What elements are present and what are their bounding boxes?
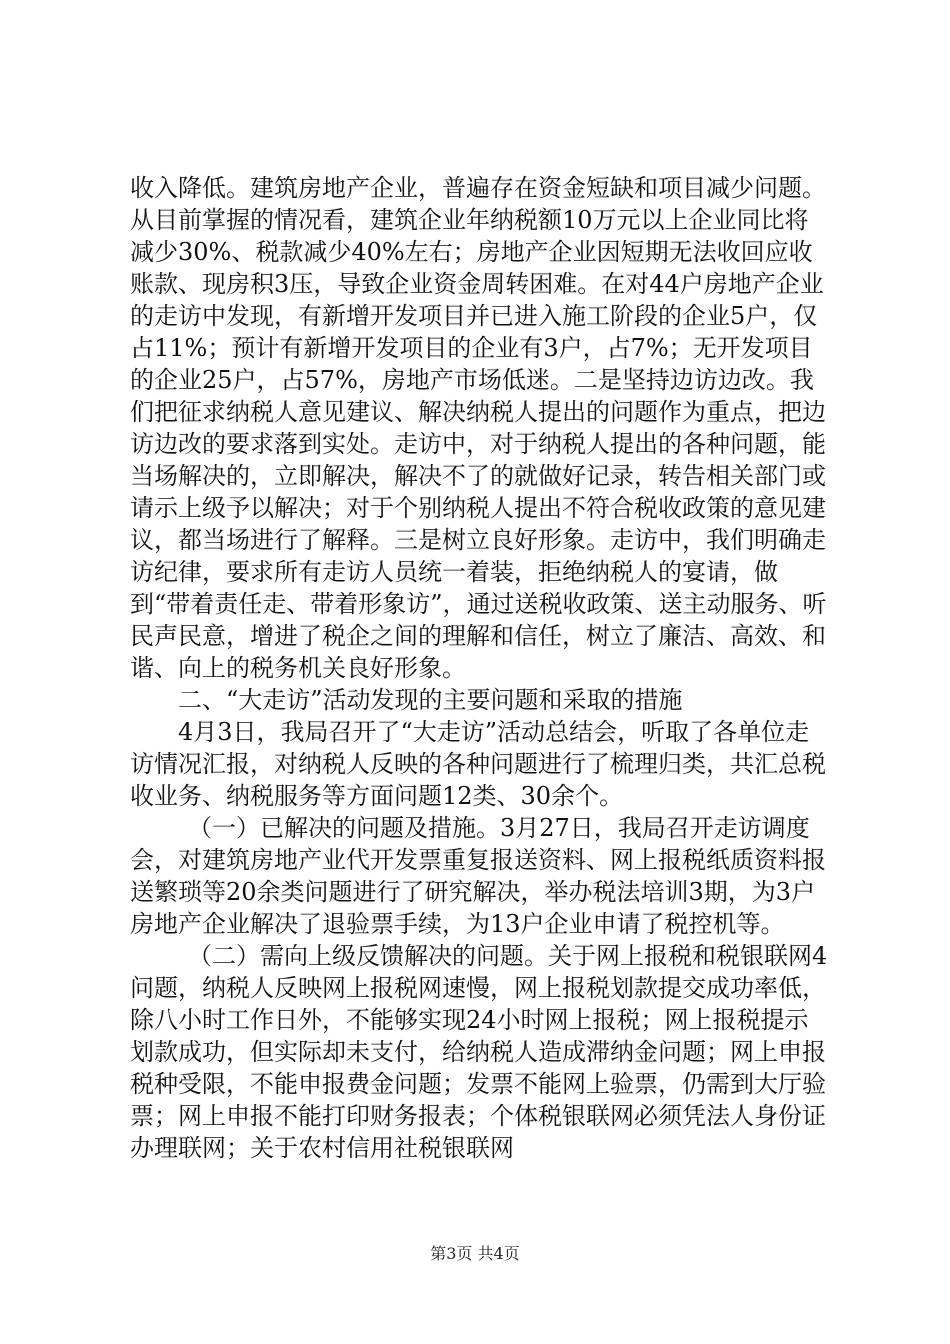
- paragraph-summary-meeting: 4月3日，我局召开了“大走访”活动总结会，听取了各单位走访情况汇报，对纳税人反映的各种问题进行了梳理归类，共汇总税收业务、纳税服务等方面问题12类、30余个。: [130, 718, 826, 810]
- page-footer: 第3页 共4页: [430, 1244, 520, 1263]
- document-body: [130, 172, 830, 1164]
- section-heading: 二、“大走访”活动发现的主要问题和采取的措施: [178, 686, 683, 714]
- paragraph-resolved-issues: （一）已解决的问题及措施。3月27日，我局召开走访调度会，对建筑房地产业代开发票重复报送资料、网上报税纸质资料报送繁琐等20余类问题进行了研究解决，举办税法培训3期，为3户房地产企业解决了退验票手续，为13户企业申请了税控机等。: [130, 814, 826, 938]
- paragraph-continued: 收入降低。建筑房地产企业，普遍存在资金短缺和项目减少问题。从目前掌握的情况看，建筑企业年纳税额10万元以上企业同比将减少30%、税款减少40%左右；房地产企业因短期无法收回应收账款、现房积3压，导致企业资金周转困难。在对44户房地产企业的走访中发现，有新增开发项目并已进入施工阶段的企业5户，仅占11%；预计有新增开发项目的企业有3户，占7%；无开发项目的企业25户，占57%，房地产市场低迷。二是坚持边访边改。我们把征求纳税人意见建议、解决纳税人提出的问题作为重点，把边访边改的要求落到实处。走访中，对于纳税人提出的各种问题，能当场解决的，立即解决，解决不了的就做好记录，转告相关部门或请示上级予以解决；对于个别纳税人提出不符合税收政策的意见建议，都当场进行了解释。三是树立良好形象。走访中，我们明确走访纪律，要求所有走访人员统一着装，拒绝纳税人的宴请，做到“带着责任走、带着形象访”，通过送税收政策、送主动服务、听民声民意，增进了税企之间的理解和信任，树立了廉洁、高效、和谐、向上的税务机关良好形象。: [130, 174, 827, 682]
- paragraph-feedback-issues: （二）需向上级反馈解决的问题。关于网上报税和税银联网4问题，纳税人反映网上报税网速慢，网上报税划款提交成功率低，除八小时工作日外，不能够实现24小时网上报税；网上报税提示划款成功，但实际却未支付，给纳税人造成滞纳金问题；网上申报税种受限，不能申报费金问题；发票不能网上验票，仍需到大厅验票；网上申报不能打印财务报表；个体税银联网必须凭法人身份证办理联网；关于农村信用社税银联网: [130, 942, 828, 1162]
